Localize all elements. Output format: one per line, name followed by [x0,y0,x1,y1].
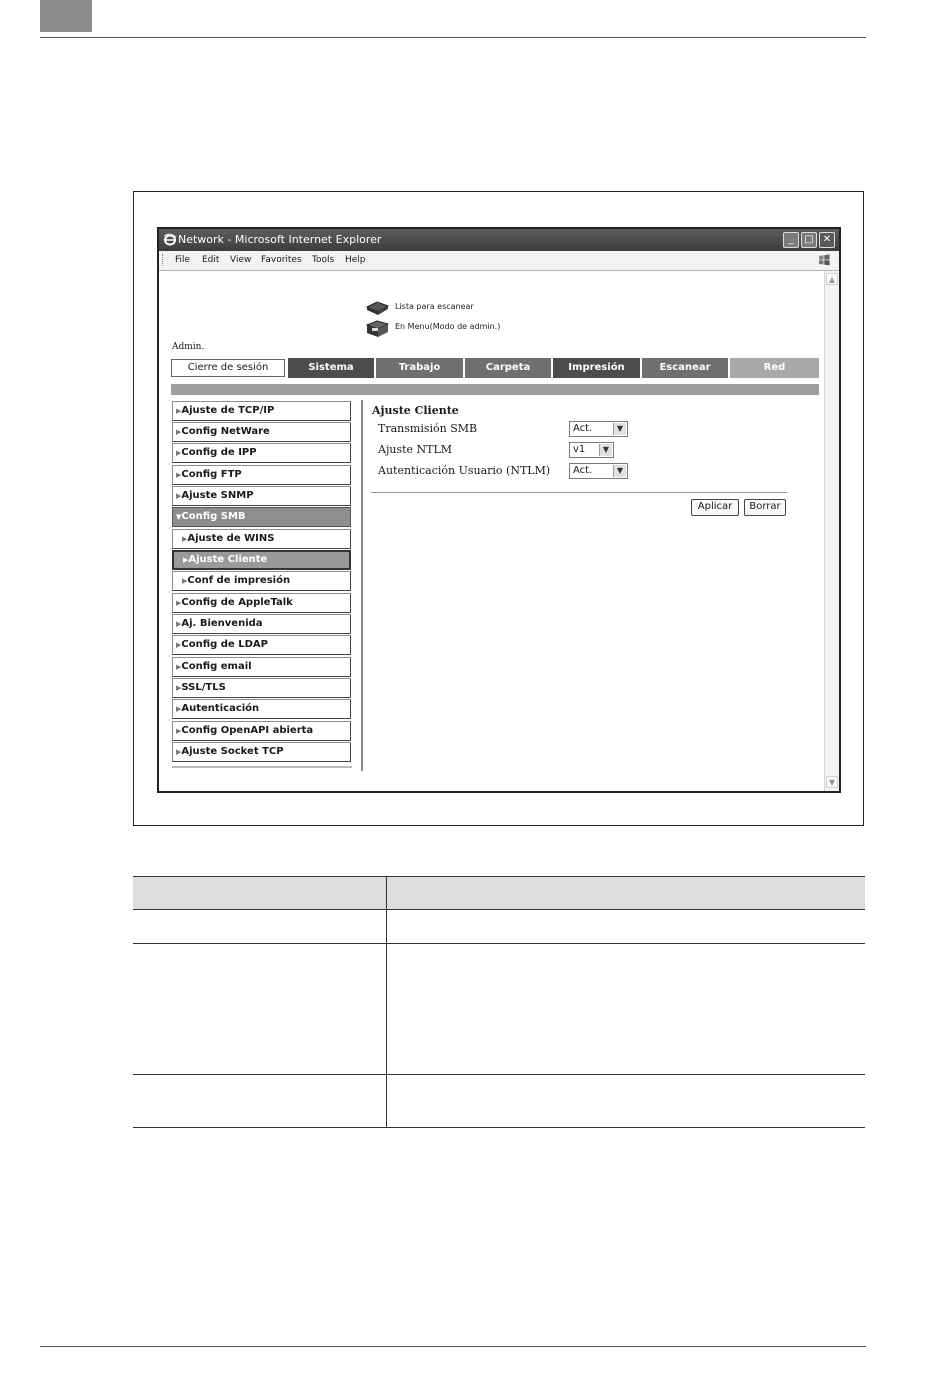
sidebar-item-label: Autenticación [181,703,260,714]
menu-help[interactable]: Help [345,255,366,265]
arrow-down-icon: ▼ [176,513,182,521]
maximize-button[interactable] [801,232,817,248]
sidebar-item-label: SSL/TLS [181,682,226,693]
sidebar-item-wins[interactable] [172,529,351,549]
sidebar-item-label: Config de LDAP [181,639,268,650]
sidebar-item-label: Config SMB [181,511,246,522]
sidebar-item-ldap[interactable] [172,635,351,655]
page-tab-marker [40,0,92,32]
sidebar-item-label: Config de AppleTalk [181,597,293,608]
arrow-right-icon: ▶ [182,535,188,543]
status-admin-mode-text: En Menu(Modo de admin.) [395,322,501,331]
tab-sistema[interactable]: Sistema [288,358,374,378]
select-value: v1 [573,444,586,455]
window-title: Network - Microsoft Internet Explorer [178,233,382,246]
arrow-right-icon: ▶ [176,492,182,500]
arrow-right-icon: ▶ [176,663,182,671]
page-content [159,271,824,791]
arrow-right-icon: ▶ [176,407,182,415]
sidebar-item-label: Conf de impresión [187,575,291,586]
label-ajuste-ntlm: Ajuste NTLM [378,443,453,456]
sidebar-item-appletalk[interactable] [172,593,351,613]
arrow-right-icon: ▶ [176,599,182,607]
windows-logo-icon [817,253,831,267]
select-autenticacion-usuario[interactable] [569,463,628,479]
column-divider [361,400,363,771]
select-value: Act. [573,465,593,476]
sidebar-item-label: Ajuste de TCP/IP [181,405,275,416]
sidebar-item-label: Config email [181,661,252,672]
sidebar-item-email[interactable] [172,657,351,677]
menu-favorites[interactable]: Favorites [261,255,302,265]
tab-carpeta[interactable]: Carpeta [465,358,551,378]
label-transmision-smb: Transmisión SMB [378,422,478,435]
toolbar-grip-icon [162,254,165,266]
maximize-icon: □ [804,234,814,245]
table-column-divider [386,876,387,1128]
form-title: Ajuste Cliente [372,404,459,417]
select-transmision-smb[interactable] [569,421,628,437]
sidebar-item-snmp[interactable] [172,486,351,506]
tab-escanear[interactable]: Escanear [642,358,728,378]
minimize-icon: _ [788,234,794,245]
minimize-button[interactable] [783,232,799,248]
chevron-down-icon: ▼ [613,465,626,477]
logout-button[interactable]: Cierre de sesión [171,359,285,377]
sidebar-item-label: Ajuste Cliente [188,554,268,565]
table-row [133,1074,865,1075]
sidebar-item-tcpip[interactable] [172,401,351,421]
table-row [133,1127,865,1128]
header-rule [40,37,866,38]
arrow-right-icon: ▶ [176,748,182,756]
sidebar-item-ssl-tls[interactable] [172,678,351,698]
sidebar-item-label: Config de IPP [181,447,257,458]
sidebar-item-autenticacion[interactable] [172,699,351,719]
sidebar-item-ajuste-cliente[interactable] [172,550,351,570]
menu-edit[interactable]: Edit [202,255,220,265]
menu-tools[interactable]: Tools [312,255,335,265]
table-header [133,876,865,910]
sidebar-item-conf-impresion[interactable] [172,571,351,591]
arrow-right-icon: ▶ [182,577,188,585]
chevron-down-icon: ▼ [599,444,612,456]
arrow-right-icon: ▶ [183,556,189,564]
scroll-up-icon[interactable]: ▲ [826,273,838,285]
arrow-right-icon: ▶ [176,471,182,479]
arrow-right-icon: ▶ [176,684,182,692]
sidebar-item-label: Config OpenAPI abierta [181,725,314,736]
sidebar-item-label: Ajuste SNMP [181,490,254,501]
arrow-right-icon: ▶ [176,428,182,436]
close-button[interactable] [819,232,835,248]
sidebar-item-label: Config FTP [181,469,242,480]
sidebar-item-openapi[interactable] [172,721,351,741]
section-divider-strip [171,384,819,395]
form-separator [371,492,787,493]
menu-file[interactable]: File [175,255,191,265]
label-autenticacion-usuario: Autenticación Usuario (NTLM) [378,464,551,477]
sidebar-item-label: Aj. Bienvenida [181,618,263,629]
sidebar-item-label: Config NetWare [181,426,270,437]
clear-button[interactable]: Borrar [744,499,786,516]
select-ajuste-ntlm[interactable] [569,442,614,458]
admin-label: Admin. [172,342,205,352]
menu-view[interactable]: View [230,255,252,265]
arrow-right-icon: ▶ [176,620,182,628]
arrow-right-icon: ▶ [176,705,182,713]
footer-rule [40,1346,866,1347]
sidebar-item-smb[interactable] [172,507,351,527]
sidebar-item-socket-tcp[interactable] [172,742,351,762]
chevron-down-icon: ▼ [613,423,626,435]
select-value: Act. [573,423,593,434]
description-table [133,876,865,1128]
status-ready-text: Lista para escanear [395,302,474,311]
menu-bar [159,251,839,271]
sidebar-item-bienvenida[interactable] [172,614,351,634]
printer-admin-icon [364,319,390,338]
scanner-ready-icon [364,299,390,316]
scroll-down-icon[interactable]: ▼ [826,776,838,788]
browser-window [157,227,841,793]
arrow-right-icon: ▶ [176,449,182,457]
sidebar-item-label: Ajuste de WINS [187,533,275,544]
vertical-scrollbar[interactable] [824,271,840,791]
tab-impresion[interactable]: Impresión [553,358,640,378]
sidebar-item-ftp[interactable] [172,465,351,485]
sidebar-item-netware[interactable] [172,422,351,442]
ie-icon [163,233,177,246]
title-bar [159,229,839,251]
tab-trabajo[interactable]: Trabajo [376,358,463,378]
apply-button[interactable]: Aplicar [691,499,739,516]
table-row [133,943,865,944]
sidebar-item-label: Ajuste Socket TCP [181,746,284,757]
tab-red[interactable]: Red [730,358,819,378]
close-icon: ✕ [822,234,832,245]
arrow-right-icon: ▶ [176,641,182,649]
sidebar-bottom-rule [172,766,352,768]
sidebar-item-ipp[interactable] [172,443,351,463]
arrow-right-icon: ▶ [176,727,182,735]
